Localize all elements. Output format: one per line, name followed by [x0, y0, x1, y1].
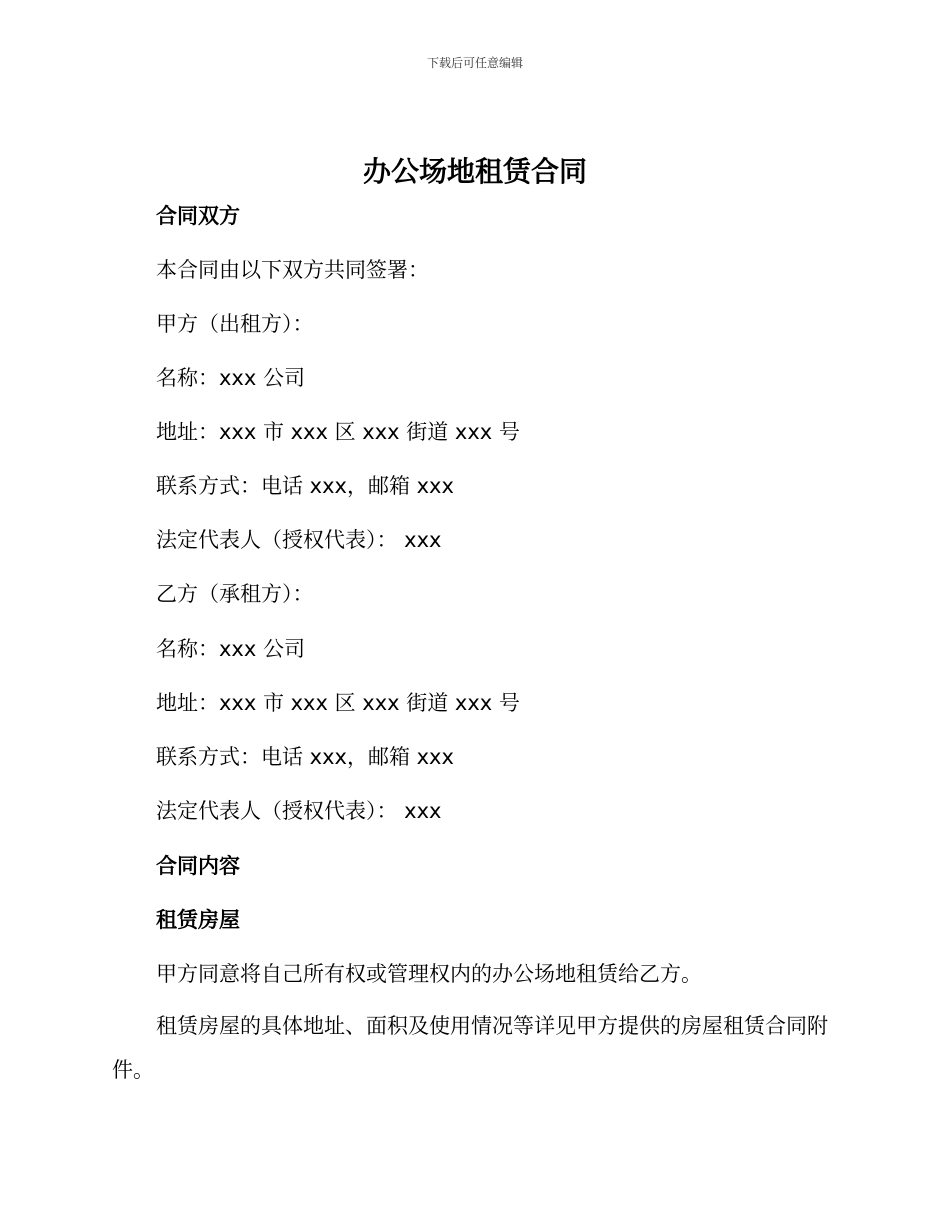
section-heading-parties: 合同双方	[156, 204, 240, 228]
party-a-contact: 联系方式：电话 xxx，邮箱 xxx	[156, 474, 454, 498]
party-b-name: 名称：xxx 公司	[156, 637, 305, 661]
party-b-contact: 联系方式：电话 xxx，邮箱 xxx	[156, 745, 454, 769]
party-a-label: 甲方（出租方）：	[156, 312, 314, 336]
party-b-address: 地址：xxx 市 xxx 区 xxx 街道 xxx 号	[156, 691, 520, 715]
party-b-label: 乙方（承租方）：	[156, 582, 314, 606]
party-b-representative: 法定代表人（授权代表）： xxx	[156, 799, 442, 823]
lease-paragraph-2: 租赁房屋的具体地址、面积及使用情况等详见甲方提供的房屋租赁合同附件。	[112, 1014, 828, 1082]
page-header-note: 下载后可任意编辑	[426, 56, 523, 70]
lease-paragraph-1: 甲方同意将自己所有权或管理权内的办公场地租赁给乙方。	[156, 962, 702, 986]
intro-text: 本合同由以下双方共同签署：	[156, 258, 429, 282]
party-a-name: 名称：xxx 公司	[156, 366, 305, 390]
section-heading-content: 合同内容	[156, 854, 240, 878]
party-a-address: 地址：xxx 市 xxx 区 xxx 街道 xxx 号	[156, 420, 520, 444]
party-a-representative: 法定代表人（授权代表）： xxx	[156, 528, 442, 552]
document-title: 办公场地租赁合同	[362, 155, 587, 188]
section-heading-lease: 租赁房屋	[156, 908, 240, 932]
